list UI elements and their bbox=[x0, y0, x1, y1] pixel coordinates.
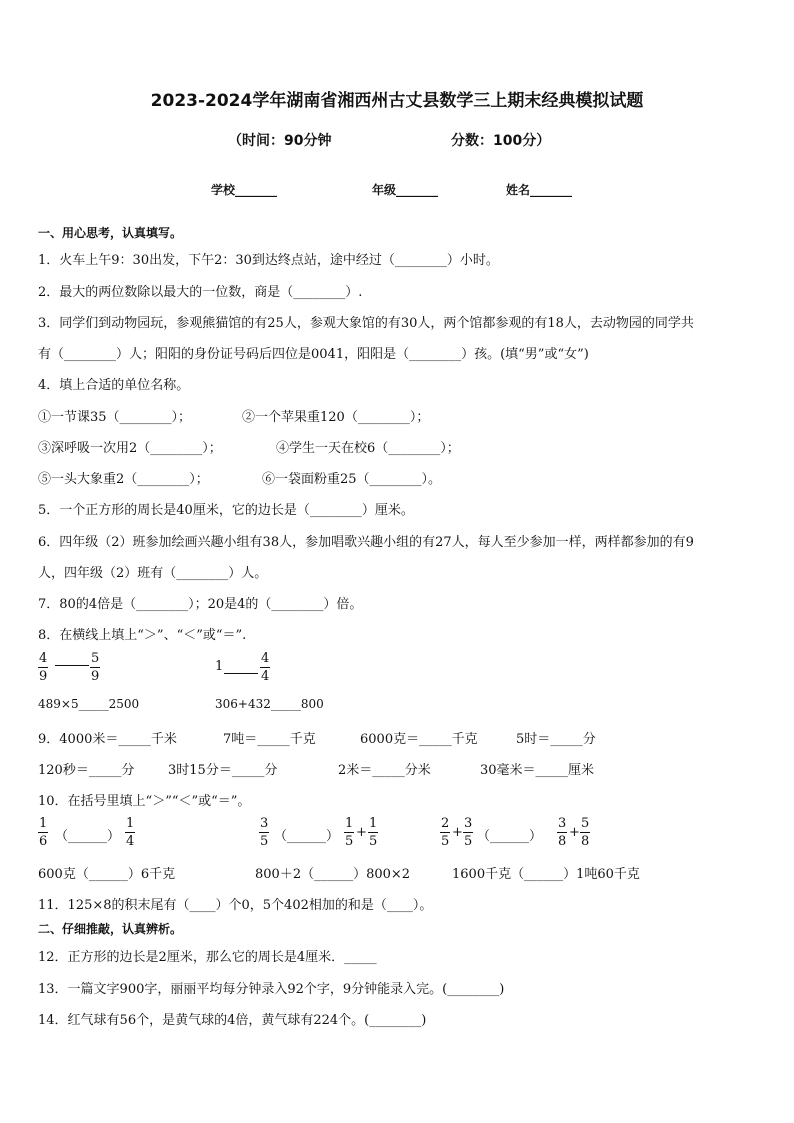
name-field: 姓名_______ bbox=[506, 183, 573, 197]
question-7: 7．80的4倍是（________）；20是4的（________）倍。 bbox=[38, 597, 363, 612]
fraction-2-5 bbox=[440, 815, 450, 850]
question-3-line-2: 有（________）人；阳阳的身份证号码后四位是0041，阳阳是（________）孩。(填“男”或“女”) bbox=[38, 347, 589, 362]
fraction-3-5 bbox=[259, 815, 269, 850]
whole-number-one: 1 bbox=[215, 659, 224, 674]
numerator: 1 bbox=[126, 816, 135, 831]
question-9-a: 9．4000米＝_____千米 bbox=[38, 732, 177, 747]
question-5: 5．一个正方形的周长是40厘米，它的边长是（________）厘米。 bbox=[38, 503, 414, 518]
question-6-line-2: 人，四年级（2）班有（________）人。 bbox=[38, 566, 268, 581]
compare-blank[interactable] bbox=[224, 673, 258, 674]
denominator: 4 bbox=[261, 669, 270, 684]
exam-time: （时间：90分钟 bbox=[228, 133, 332, 149]
question-9-f: 3时15分＝_____分 bbox=[168, 763, 278, 778]
denominator: 5 bbox=[441, 834, 450, 849]
question-6-line-1: 6．四年级（2）班参加绘画兴趣小组有38人，参加唱歌兴趣小组的有27人，每人至少参加一样，两样都参加的有9 bbox=[38, 535, 694, 550]
numerator: 5 bbox=[91, 651, 100, 666]
question-8: 8．在横线上填上“＞”、“＜”或“＝”. bbox=[38, 628, 247, 643]
question-4-item-4: ④学生一天在校6（________）； bbox=[276, 441, 460, 456]
question-9-c: 6000克＝_____千克 bbox=[360, 732, 478, 747]
question-4-item-6: ⑥一袋面粉重25（________）。 bbox=[262, 472, 442, 487]
compare-blank[interactable]: （______） bbox=[274, 829, 340, 844]
question-1: 1．火车上午9：30出发，下午2：30到达终点站，途中经过（________）小时。 bbox=[38, 253, 499, 268]
denominator: 5 bbox=[345, 834, 354, 849]
plus-sign: + bbox=[569, 825, 580, 840]
fraction-1-6 bbox=[38, 815, 48, 850]
compare-blank[interactable]: （______） bbox=[55, 829, 121, 844]
numerator: 1 bbox=[345, 816, 354, 831]
question-9-b: 7吨＝_____千克 bbox=[223, 732, 316, 747]
question-3-line-1: 3．同学们到动物园玩，参观熊猫馆的有25人，参观大象馆的有30人，两个馆都参观的有18人，去动物园的同学共 bbox=[38, 316, 694, 331]
numerator: 3 bbox=[464, 816, 473, 831]
question-4-item-1: ①一节课35（________）； bbox=[38, 410, 192, 425]
numerator: 4 bbox=[39, 651, 48, 666]
denominator: 8 bbox=[581, 834, 590, 849]
numerator: 2 bbox=[441, 816, 450, 831]
numerator: 3 bbox=[260, 816, 269, 831]
question-4-item-3: ③深呼吸一次用2（________）； bbox=[38, 441, 222, 456]
numerator: 3 bbox=[558, 816, 567, 831]
denominator: 5 bbox=[369, 834, 378, 849]
section-heading-1: 一、用心思考，认真填写。 bbox=[38, 226, 183, 240]
denominator: 6 bbox=[39, 834, 48, 849]
fraction-5-9 bbox=[90, 650, 100, 685]
question-2: 2．最大的两位数除以最大的一位数，商是（________）. bbox=[38, 285, 363, 300]
question-10: 10．在括号里填上“＞”“＜”或“＝”。 bbox=[38, 794, 251, 809]
question-10-compare-a: 600克（______）6千克 bbox=[38, 867, 176, 882]
question-4-item-2: ②一个苹果重120（________）； bbox=[242, 410, 430, 425]
denominator: 5 bbox=[260, 834, 269, 849]
denominator: 5 bbox=[464, 834, 473, 849]
compare-blank[interactable]: （______） bbox=[477, 829, 543, 844]
fraction-1-5 bbox=[368, 815, 378, 850]
fraction-5-8 bbox=[580, 815, 590, 850]
numerator: 4 bbox=[261, 651, 270, 666]
fraction-4-9 bbox=[38, 650, 48, 685]
numerator: 5 bbox=[581, 816, 590, 831]
fraction-1-4 bbox=[125, 815, 135, 850]
section-heading-2: 二、仔细推敲，认真辨析。 bbox=[38, 922, 183, 936]
question-11: 11．125×8的积末尾有（____）个0，5个402相加的和是（____）。 bbox=[38, 898, 433, 913]
compare-blank[interactable] bbox=[55, 665, 89, 666]
question-9-g: 2米＝_____分米 bbox=[338, 763, 431, 778]
numerator: 1 bbox=[39, 816, 48, 831]
question-14: 14．红气球有56个，是黄气球的4倍，黄气球有224个。(________) bbox=[38, 1013, 427, 1028]
fraction-4-4 bbox=[260, 650, 270, 685]
question-8-compare-2: 306+432_____800 bbox=[215, 697, 324, 711]
plus-sign: + bbox=[452, 825, 463, 840]
numerator: 1 bbox=[369, 816, 378, 831]
question-10-compare-b: 800＋2（______）800×2 bbox=[255, 867, 411, 882]
question-4-item-5: ⑤一头大象重2（________）； bbox=[38, 472, 209, 487]
denominator: 8 bbox=[558, 834, 567, 849]
page-title: 2023-2024学年湖南省湘西州古丈县数学三上期末经典模拟试题 bbox=[150, 91, 644, 111]
question-10-compare-c: 1600千克（______）1吨60千克 bbox=[452, 867, 640, 882]
question-12: 12．正方形的边长是2厘米，那么它的周长是4厘米．_____ bbox=[38, 950, 377, 965]
question-4: 4．填上合适的单位名称。 bbox=[38, 378, 190, 393]
question-8-compare-1: 489×5_____2500 bbox=[38, 697, 140, 711]
question-9-d: 5时＝_____分 bbox=[516, 732, 596, 747]
exam-score: 分数：100分） bbox=[451, 133, 551, 149]
fraction-3-5 bbox=[463, 815, 473, 850]
denominator: 9 bbox=[39, 669, 48, 684]
plus-sign: + bbox=[356, 825, 367, 840]
denominator: 9 bbox=[91, 669, 100, 684]
fraction-1-5 bbox=[344, 815, 354, 850]
question-9-h: 30毫米＝_____厘米 bbox=[480, 763, 595, 778]
fraction-3-8 bbox=[557, 815, 567, 850]
question-13: 13．一篇文字900字，丽丽平均每分钟录入92个字，9分钟能录入完。(________) bbox=[38, 982, 505, 997]
grade-field: 年级_______ bbox=[372, 183, 439, 197]
denominator: 4 bbox=[126, 834, 135, 849]
question-9-e: 120秒＝_____分 bbox=[38, 763, 135, 778]
school-field: 学校_______ bbox=[211, 183, 278, 197]
